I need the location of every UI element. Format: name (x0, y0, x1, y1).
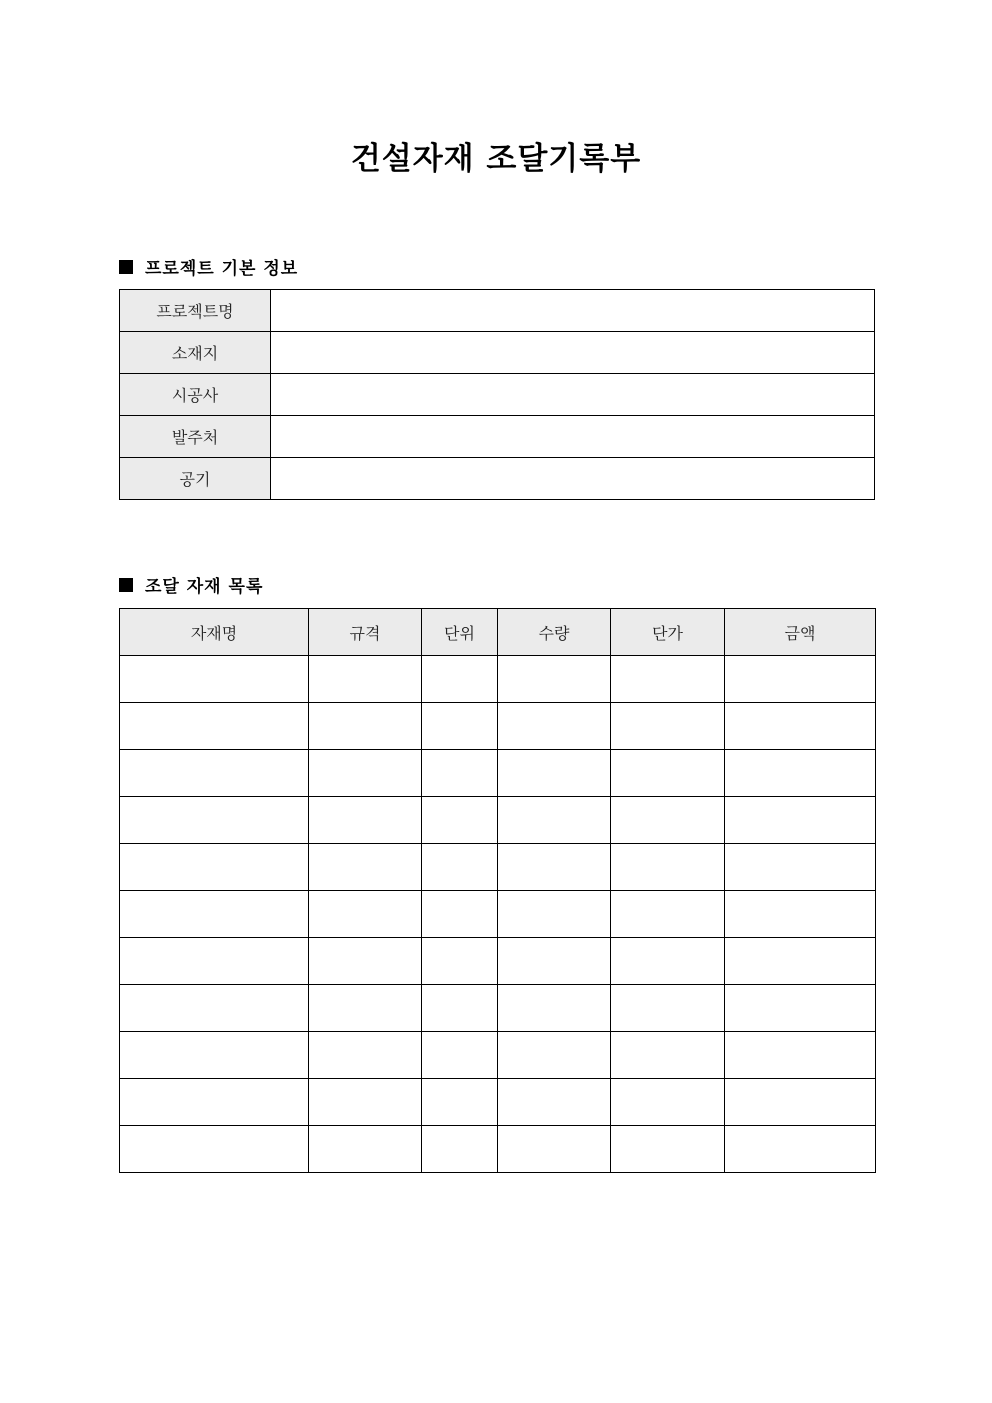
spec-cell[interactable] (309, 703, 422, 750)
amount-cell[interactable] (725, 1079, 876, 1126)
material-name-cell[interactable] (120, 938, 309, 985)
table-row (120, 938, 876, 985)
table-row (120, 985, 876, 1032)
location-field[interactable] (271, 332, 875, 374)
table-row (120, 891, 876, 938)
table-row (120, 1032, 876, 1079)
project-info-heading (119, 254, 298, 279)
spec-cell[interactable] (309, 1126, 422, 1173)
amount-cell[interactable] (725, 797, 876, 844)
quantity-cell[interactable] (498, 938, 611, 985)
spec-cell[interactable] (309, 938, 422, 985)
unit-cell[interactable] (422, 938, 498, 985)
unit-price-cell[interactable] (611, 656, 725, 703)
table-row (120, 290, 875, 332)
spec-cell[interactable] (309, 1079, 422, 1126)
table-header-row (120, 609, 876, 656)
unit-price-cell[interactable] (611, 1079, 725, 1126)
amount-cell[interactable] (725, 656, 876, 703)
quantity-cell[interactable] (498, 1079, 611, 1126)
amount-cell[interactable] (725, 703, 876, 750)
amount-cell[interactable] (725, 750, 876, 797)
spec-cell[interactable] (309, 891, 422, 938)
unit-price-cell[interactable] (611, 985, 725, 1032)
amount-cell[interactable] (725, 1032, 876, 1079)
unit-price-cell[interactable] (611, 938, 725, 985)
material-name-cell[interactable] (120, 1079, 309, 1126)
location-label: 소재지 (120, 332, 271, 374)
amount-cell[interactable] (725, 891, 876, 938)
quantity-cell[interactable] (498, 656, 611, 703)
materials-heading (119, 572, 263, 597)
amount-cell[interactable] (725, 844, 876, 891)
materials-table (119, 608, 876, 1173)
unit-cell[interactable] (422, 1079, 498, 1126)
material-name-cell[interactable] (120, 891, 309, 938)
unit-cell[interactable] (422, 1126, 498, 1173)
quantity-cell[interactable] (498, 1126, 611, 1173)
table-row (120, 656, 876, 703)
spec-cell[interactable] (309, 844, 422, 891)
table-row (120, 1126, 876, 1173)
table-row (120, 797, 876, 844)
square-bullet-icon (119, 260, 133, 274)
column-header-quantity: 수량 (498, 609, 611, 656)
unit-cell[interactable] (422, 797, 498, 844)
spec-cell[interactable] (309, 797, 422, 844)
spec-cell[interactable] (309, 985, 422, 1032)
amount-cell[interactable] (725, 985, 876, 1032)
project-name-field[interactable] (271, 290, 875, 332)
unit-price-cell[interactable] (611, 750, 725, 797)
unit-cell[interactable] (422, 985, 498, 1032)
material-name-cell[interactable] (120, 985, 309, 1032)
column-header-unit-price: 단가 (611, 609, 725, 656)
unit-price-cell[interactable] (611, 1032, 725, 1079)
unit-cell[interactable] (422, 891, 498, 938)
quantity-cell[interactable] (498, 797, 611, 844)
client-field[interactable] (271, 416, 875, 458)
project-info-heading-label: 프로젝트 기본 정보 (145, 259, 299, 279)
unit-cell[interactable] (422, 1032, 498, 1079)
material-name-cell[interactable] (120, 656, 309, 703)
column-header-amount: 금액 (725, 609, 876, 656)
material-name-cell[interactable] (120, 750, 309, 797)
column-header-spec: 규격 (309, 609, 422, 656)
spec-cell[interactable] (309, 1032, 422, 1079)
material-name-cell[interactable] (120, 1126, 309, 1173)
unit-cell[interactable] (422, 656, 498, 703)
quantity-cell[interactable] (498, 985, 611, 1032)
quantity-cell[interactable] (498, 750, 611, 797)
client-label: 발주처 (120, 416, 271, 458)
spec-cell[interactable] (309, 750, 422, 797)
column-header-unit: 단위 (422, 609, 498, 656)
table-row (120, 750, 876, 797)
materials-table-body (120, 656, 876, 1173)
table-row (120, 1079, 876, 1126)
unit-cell[interactable] (422, 844, 498, 891)
table-row (120, 332, 875, 374)
amount-cell[interactable] (725, 938, 876, 985)
square-bullet-icon (119, 578, 133, 592)
materials-heading-label: 조달 자재 목록 (145, 577, 264, 597)
table-row (120, 416, 875, 458)
table-row (120, 374, 875, 416)
duration-field[interactable] (271, 458, 875, 500)
unit-price-cell[interactable] (611, 844, 725, 891)
duration-label: 공기 (120, 458, 271, 500)
project-info-table (119, 289, 875, 500)
page-title: 건설자재 조달기록부 (350, 141, 642, 177)
material-name-cell[interactable] (120, 797, 309, 844)
quantity-cell[interactable] (498, 891, 611, 938)
column-header-material-name: 자재명 (120, 609, 309, 656)
material-name-cell[interactable] (120, 703, 309, 750)
table-row (120, 458, 875, 500)
spec-cell[interactable] (309, 656, 422, 703)
unit-cell[interactable] (422, 703, 498, 750)
unit-cell[interactable] (422, 750, 498, 797)
quantity-cell[interactable] (498, 703, 611, 750)
amount-cell[interactable] (725, 1126, 876, 1173)
unit-price-cell[interactable] (611, 797, 725, 844)
material-name-cell[interactable] (120, 1032, 309, 1079)
quantity-cell[interactable] (498, 844, 611, 891)
table-row (120, 844, 876, 891)
unit-price-cell[interactable] (611, 891, 725, 938)
contractor-field[interactable] (271, 374, 875, 416)
table-row (120, 703, 876, 750)
unit-price-cell[interactable] (611, 1126, 725, 1173)
unit-price-cell[interactable] (611, 703, 725, 750)
project-name-label: 프로젝트명 (120, 290, 271, 332)
quantity-cell[interactable] (498, 1032, 611, 1079)
material-name-cell[interactable] (120, 844, 309, 891)
contractor-label: 시공사 (120, 374, 271, 416)
